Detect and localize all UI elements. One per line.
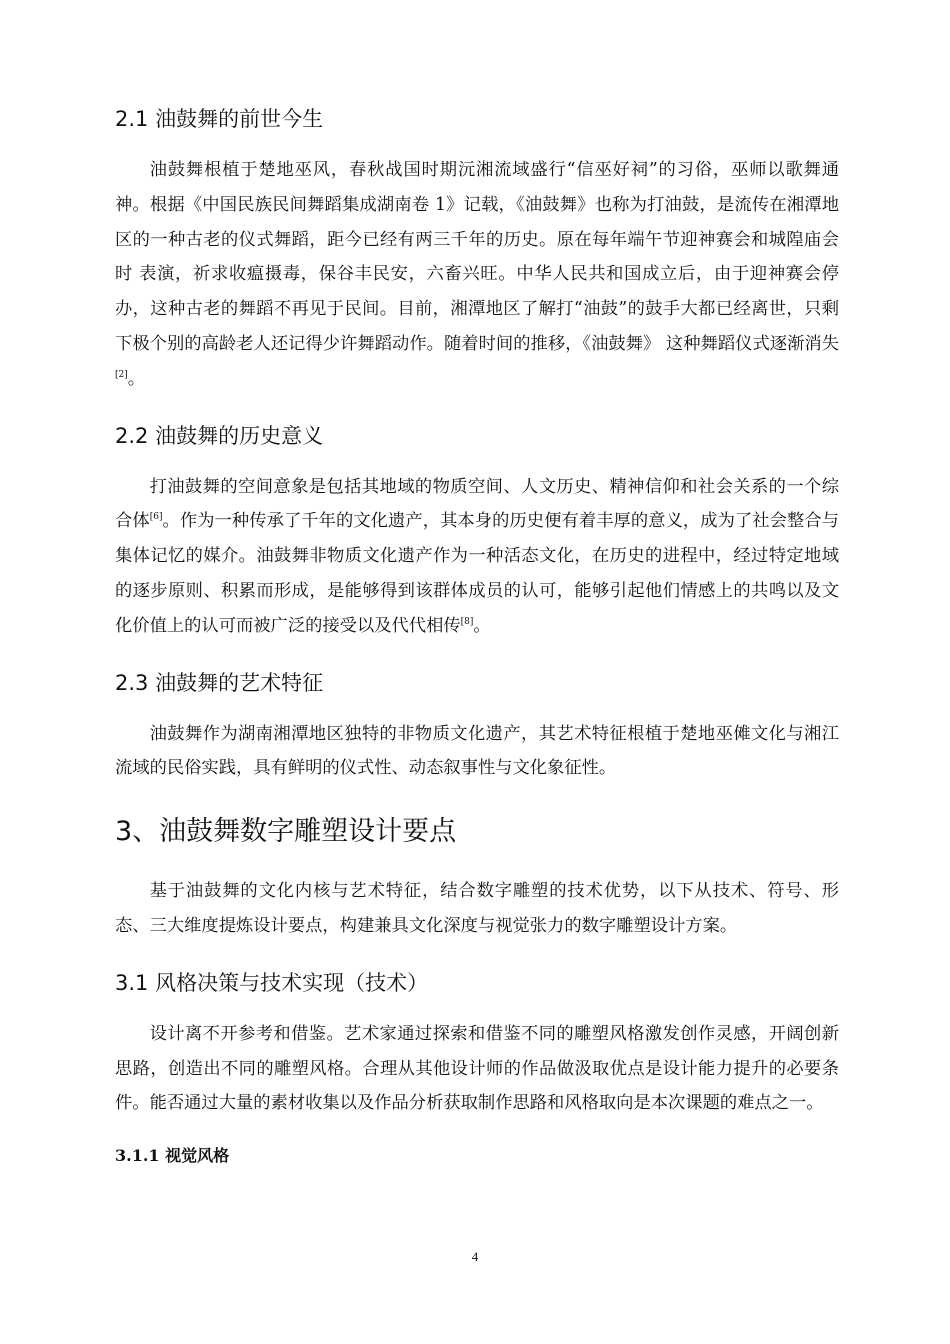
citation-ref: [6] bbox=[149, 512, 163, 523]
paragraph-text: 。作为一种传承了千年的文化遗产，其本身的历史便有着丰厚的意义，成为了社会整合与集体记忆的媒介。油鼓舞非物质文化遗产作为一种活态文化，在历史的进程中，经过特定地域的逐步原则、积累而形成，是能够得到该群体成员的认可，能够引起他们情感上的共鸣以及文化价值上的认可而被广泛的接受以及代代相传 bbox=[115, 511, 839, 636]
section-paragraph-2-1 bbox=[115, 153, 839, 397]
citation-ref: [2] bbox=[115, 370, 128, 381]
section-paragraph-2-2 bbox=[115, 470, 839, 644]
paragraph-end: 。 bbox=[127, 368, 146, 389]
section-heading-2-3: 2.3 油鼓舞的艺术特征 bbox=[115, 670, 324, 695]
section-heading-3-1: 3.1 风格决策与技术实现（技术） bbox=[115, 970, 429, 995]
chapter-heading-3: 3、油鼓舞数字雕塑设计要点 bbox=[115, 816, 457, 848]
subsection-heading-3-1-1: 3.1.1 视觉风格 bbox=[115, 1146, 230, 1166]
page-number: 4 bbox=[471, 1249, 479, 1264]
section-paragraph-3-1: 设计离不开参考和借鉴。艺术家通过探索和借鉴不同的雕塑风格激发创作灵感，开阔创新思路，创造出不同的雕塑风格。合理从其他设计师的作品做汲取优点是设计能力提升的必要条件。能否通过大量的素材收集以及作品分析获取制作思路和风格取向是本次课题的难点之一。 bbox=[115, 1023, 839, 1114]
page-content bbox=[115, 104, 839, 1168]
section-heading-2-1: 2.1 油鼓舞的前世今生 bbox=[115, 107, 324, 131]
section-heading-2-2: 2.2 油鼓舞的历史意义 bbox=[115, 423, 324, 448]
chapter-paragraph-3: 基于油鼓舞的文化内核与艺术特征，结合数字雕塑的技术优势，以下从技术、符号、形态、三大维度提炼设计要点，构建兼具文化深度与视觉张力的数字雕塑设计方案。 bbox=[115, 881, 839, 936]
paragraph-text: 打油鼓舞的空间意象是包括其地域的物质空间、人文历史、精神信仰和社会关系的一个综合体 bbox=[115, 476, 839, 532]
section-paragraph-2-3: 油鼓舞作为湖南湘潭地区独特的非物质文化遗产，其艺术特征根植于楚地巫傩文化与湘江流域的民俗实践，具有鲜明的仪式性、动态叙事性与文化象征性。 bbox=[115, 723, 839, 779]
paragraph-end: 。 bbox=[473, 615, 491, 636]
paragraph-text: 油鼓舞根植于楚地巫风，春秋战国时期沅湘流域盛行“信巫好祠”的习俗，巫师以歌舞通神。根据《中国民族民间舞蹈集成湖南卷 1》记载，《油鼓舞》也称为打油鼓，是流传在湘潭地区的一种古老的仪式舞蹈，距今已经有两三千年的历史。原在每年端午节迎神赛会和城隍庙会时 表演，祈求收瘟摄毒，保谷丰民安，六畜兴旺。中华人民共和国成立后，由于迎神赛会停办，这种古老的舞蹈不再见于民间。目前，湘潭地区了解打“油鼓”的鼓手大都已经离世，只剩下极个别的高龄老人还记得少许舞蹈动作。随着时间的推移，《油鼓舞》 这种舞蹈仪式逐渐消失 bbox=[115, 160, 839, 354]
citation-ref: [8] bbox=[460, 617, 474, 627]
